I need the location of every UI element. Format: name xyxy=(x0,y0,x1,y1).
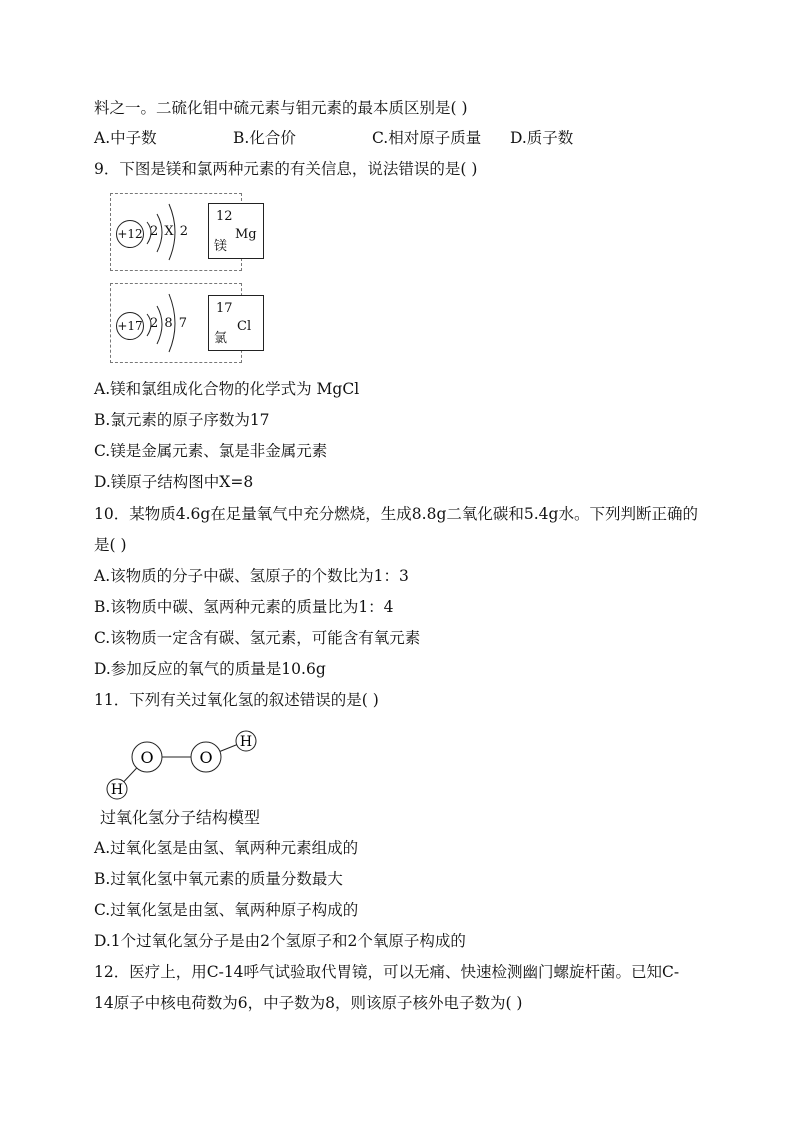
q10-stem-line1: 10．某物质4.6g在足量氧气中充分燃烧，生成8.8g二氧化碳和5.4g水。下列判断正确的 xyxy=(94,505,698,523)
oxygen-label-2: O xyxy=(199,748,213,767)
q8-options xyxy=(94,128,714,148)
q8-stem-tail: 料之一。二硫化钼中硫元素与钼元素的最本质区别是( ) xyxy=(94,99,468,117)
cl-shell-electrons: 2 8 7 xyxy=(150,316,189,331)
cl-atomic-number: 17 xyxy=(216,301,233,316)
mg-shell-electrons: 2 X 2 xyxy=(150,224,190,239)
cl-name: 氯 xyxy=(214,331,228,346)
q11-option-b: B.过氧化氢中氧元素的质量分数最大 xyxy=(94,870,343,888)
q9-option-d: D.镁原子结构图中X=8 xyxy=(94,473,254,491)
q12-stem-line1: 12．医疗上，用C-14呼气试验取代胃镜，可以无痛、快速检测幽门螺旋杆菌。已知C- xyxy=(94,963,680,981)
q8-option-a: A.中子数 xyxy=(94,129,157,147)
cl-nucleus: +17 xyxy=(116,312,144,340)
q10-option-d: D.参加反应的氧气的质量是10.6g xyxy=(94,660,326,678)
q11-option-d: D.1个过氧化氢分子是由2个氢原子和2个氧原子构成的 xyxy=(94,932,466,950)
mg-element-tile xyxy=(208,203,264,259)
q9-stem: 9．下图是镁和氯两种元素的有关信息，说法错误的是( ) xyxy=(94,160,478,178)
q11-stem: 11．下列有关过氧化氢的叙述错误的是( ) xyxy=(94,691,379,709)
h2o2-molecule-model xyxy=(100,726,270,802)
cl-info-box xyxy=(110,283,252,363)
q8-option-d: D.质子数 xyxy=(510,129,574,147)
q10-stem-line2: 是( ) xyxy=(94,536,127,554)
q8-option-c: C.相对原子质量 xyxy=(372,129,482,147)
q11-option-a: A.过氧化氢是由氢、氧两种元素组成的 xyxy=(94,839,359,857)
mg-info-box xyxy=(110,193,257,271)
q9-option-a: A.镁和氯组成化合物的化学式为 MgCl xyxy=(94,380,360,398)
q11-option-c: C.过氧化氢是由氢、氧两种原子构成的 xyxy=(94,901,359,919)
oxygen-label-1: O xyxy=(140,748,154,767)
hydrogen-label-1: H xyxy=(110,782,124,798)
q9-option-b: B.氯元素的原子序数为17 xyxy=(94,411,270,429)
q10-option-c: C.该物质一定含有碳、氢元素，可能含有氧元素 xyxy=(94,629,421,647)
q10-option-b: B.该物质中碳、氢两种元素的质量比为1：4 xyxy=(94,598,394,616)
mg-symbol: Mg xyxy=(235,227,257,242)
mg-name: 镁 xyxy=(214,239,228,254)
cl-symbol: Cl xyxy=(237,319,252,334)
q10-option-a: A.该物质的分子中碳、氢原子的个数比为1：3 xyxy=(94,567,409,585)
q12-stem-line2: 14原子中核电荷数为6，中子数为8，则该原子核外电子数为( ) xyxy=(94,994,523,1012)
q9-option-c: C.镁是金属元素、氯是非金属元素 xyxy=(94,442,328,460)
hydrogen-label-2: H xyxy=(239,734,253,750)
cl-element-tile xyxy=(208,295,264,351)
molecule-caption: 过氧化氢分子结构模型 xyxy=(100,808,261,827)
mg-nucleus: +12 xyxy=(116,220,144,248)
mg-atomic-number: 12 xyxy=(216,209,233,224)
q8-option-b: B.化合价 xyxy=(233,129,296,147)
